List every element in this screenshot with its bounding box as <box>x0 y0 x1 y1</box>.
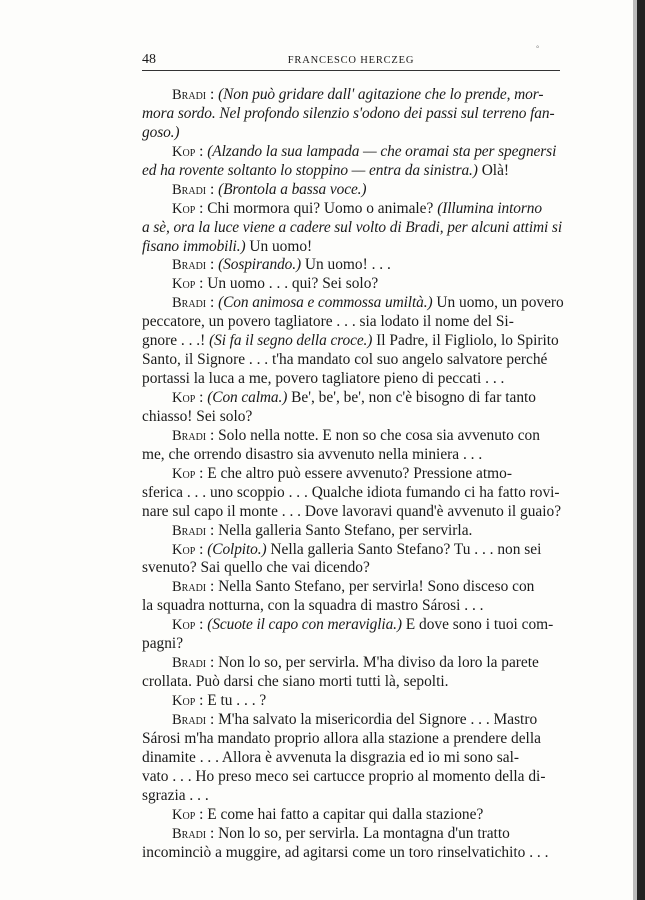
header-rule <box>142 70 560 71</box>
dialogue-text: la squadra notturna, con la squadra di mastro Sárosi . . . <box>142 597 484 615</box>
text-line <box>142 389 567 408</box>
speaker-name: Kop <box>172 541 196 558</box>
stage-direction: (Non può gridare dall' agitazione che lo prende, mor- <box>218 86 544 103</box>
speaker-name: Bradi <box>172 711 207 728</box>
text-line <box>142 578 567 597</box>
text-line <box>142 238 567 257</box>
dialogue-text: nare sul capo il monte . . . Dove lavoravi quand'è avvenuto il guaio? <box>142 502 562 520</box>
speaker-name: Kop <box>172 617 196 634</box>
stage-direction: fisano immobili.) <box>142 237 246 255</box>
speaker-name: Bradi <box>172 579 207 596</box>
text-line <box>142 654 567 673</box>
text-line <box>142 749 567 768</box>
speaker-name: Bradi <box>172 87 207 103</box>
text-line <box>142 256 567 275</box>
speaker-name: Kop <box>172 806 196 823</box>
dialogue-text: E dove sono i tuoi com- <box>401 616 554 634</box>
dialogue-text: Il Padre, il Figliolo, lo Spirito <box>372 332 559 350</box>
text-line <box>142 673 567 692</box>
dialogue-text: Be', be', be', non c'è bisogno di far tanto <box>287 389 536 406</box>
stage-direction: (Alzando la sua lampada — che oramai sta per spegnersi <box>207 142 557 160</box>
speaker-name: Kop <box>172 693 196 709</box>
speaker-name: Bradi <box>172 295 207 312</box>
dialogue-text: : Chi mormora qui? Uomo o animale? <box>195 199 438 217</box>
text-line <box>142 351 567 370</box>
dialogue-text: sgrazia . . . <box>142 786 209 804</box>
stage-direction: a sè, ora la luce viene a cadere sul volto di Bradi, per alcuni attimi si <box>142 218 563 236</box>
dialogue-text: Sárosi m'ha mandato proprio allora alla stazione a prendere della <box>142 729 541 747</box>
stage-direction: (Illumina intorno <box>437 199 542 217</box>
dialogue-text: : <box>195 142 208 160</box>
speaker-name: Bradi <box>172 522 207 539</box>
dialogue-text: : <box>195 389 208 406</box>
dialogue-text: portassi la luca a me, povero tagliatore pieno di peccati . . . <box>142 370 505 388</box>
text-line <box>142 787 567 806</box>
text-line <box>142 692 567 711</box>
dialogue-text: Nella galleria Santo Stefano? Tu . . . non sei <box>266 540 542 558</box>
page-number: 48 <box>142 52 156 67</box>
dialogue-text: svenuto? Sai quello che vai dicendo? <box>142 559 370 577</box>
speaker-name: Kop <box>172 200 196 217</box>
dialogue-text: Olà! <box>477 161 510 179</box>
dialogue-text: Un uomo, un povero <box>432 294 564 312</box>
stage-direction: (Con calma.) <box>207 389 288 406</box>
text-line <box>142 768 567 787</box>
text-line <box>142 370 567 389</box>
text-line <box>142 597 567 616</box>
page-header <box>142 52 560 70</box>
dialogue-text: : Non lo so, per servirla. M'ha diviso da loro la parete <box>206 654 539 672</box>
dialogue-text: crollata. Può darsi che siano morti tutti là, sepolti. <box>142 673 449 691</box>
text-line <box>142 484 567 503</box>
stage-direction: (Brontola a bassa voce.) <box>218 180 367 198</box>
text-line <box>142 825 567 844</box>
text-line <box>142 844 567 863</box>
dialogue-text: Un uomo! . . . <box>301 256 391 274</box>
dialogue-text: : <box>195 540 208 558</box>
text-line <box>142 503 567 522</box>
text-line <box>142 465 567 484</box>
speaker-name: Bradi <box>172 825 207 842</box>
text-line <box>142 200 567 219</box>
text-line <box>142 275 567 294</box>
dialogue-text: : Un uomo . . . qui? Sei solo? <box>195 275 379 293</box>
stage-direction: (Sospirando.) <box>218 256 302 274</box>
text-line <box>142 105 567 124</box>
dialogue-text: me, che orrendo disastro sia avvenuto nella miniera . . . <box>142 445 483 463</box>
text-line <box>142 559 567 578</box>
text-line <box>142 806 567 825</box>
dialogue-text: : M'ha salvato la misericordia del Signore . . . Mastro <box>206 710 538 728</box>
ornament-mark: ° <box>536 44 540 53</box>
dialogue-text: : Nella Santo Stefano, per servirla! Sono disceso con <box>206 578 535 596</box>
speaker-name: Kop <box>172 276 196 293</box>
text-line <box>142 162 567 181</box>
dialogue-text: : <box>206 294 219 312</box>
speaker-name: Kop <box>172 143 196 160</box>
dialogue-text: : <box>206 86 219 103</box>
speaker-name: Bradi <box>172 427 207 444</box>
stage-direction: (Con animosa e commossa umiltà.) <box>218 294 433 312</box>
speaker-name: Kop <box>172 465 196 482</box>
dialogue-text: : <box>206 256 219 274</box>
dialogue-text: gnore . . .! <box>142 332 210 350</box>
text-line <box>142 730 567 749</box>
text-line <box>142 124 567 143</box>
text-line <box>142 522 567 541</box>
speaker-name: Bradi <box>172 257 207 274</box>
speaker-name: Bradi <box>172 655 207 672</box>
running-head: FRANCESCO HERCZEG <box>287 55 415 66</box>
dialogue-text: sferica . . . uno scoppio . . . Qualche idiota fumando ci ha fatto rovi- <box>142 483 560 501</box>
stage-direction: goso.) <box>142 123 180 141</box>
dialogue-text: : E tu . . . ? <box>195 692 267 709</box>
text-line <box>142 313 567 332</box>
stage-direction: (Scuote il capo con meraviglia.) <box>207 616 402 634</box>
text-line <box>142 541 567 560</box>
stage-direction: ed ha rovente soltanto lo stoppino — entra da sinistra.) <box>142 161 478 179</box>
text-line <box>142 181 567 200</box>
text-line <box>142 332 567 351</box>
page-edge <box>637 0 645 900</box>
dialogue-text: dinamite . . . Allora è avvenuta la disgrazia ed io mi sono sal- <box>142 748 519 766</box>
stage-direction: (Si fa il segno della croce.) <box>209 332 373 350</box>
speaker-name: Bradi <box>172 181 207 198</box>
dialogue-text: : Non lo so, per servirla. La montagna d'un tratto <box>206 824 510 842</box>
dialogue-text: : <box>195 616 208 634</box>
dialogue-text: peccatore, un povero tagliatore . . . sia lodato il nome del Si- <box>142 313 514 331</box>
dialogue-text: : Solo nella notte. E non so che cosa sia avvenuto con <box>206 426 540 444</box>
text-line <box>142 711 567 730</box>
stage-direction: (Colpito.) <box>207 540 267 558</box>
text-line <box>142 408 567 427</box>
dialogue-text: Santo, il Signore . . . t'ha mandato col suo angelo salvatore perché <box>142 351 548 369</box>
text-line <box>142 616 567 635</box>
dialogue-text: vato . . . Ho preso meco sei cartucce proprio al momento della di- <box>142 767 546 785</box>
stage-direction: mora sordo. Nel profondo silenzio s'odono dei passi sul terreno fan- <box>142 104 555 122</box>
dialogue-text: : E come hai fatto a capitar qui dalla stazione? <box>195 805 484 823</box>
dialogue-text: Un uomo! <box>245 237 313 255</box>
text-line <box>142 427 567 446</box>
body-text <box>142 86 567 862</box>
dialogue-text: : <box>206 180 219 198</box>
dialogue-text: : Nella galleria Santo Stefano, per servirla. <box>206 521 473 539</box>
text-line <box>142 86 567 105</box>
dialogue-text: pagni? <box>142 635 184 653</box>
text-line <box>142 294 567 313</box>
dialogue-text: : E che altro può essere avvenuto? Pressione atmo- <box>195 464 512 482</box>
dialogue-text: incominciò a muggire, ad agitarsi come un toro rinselvatichito . . . <box>142 843 549 861</box>
speaker-name: Kop <box>172 390 196 406</box>
text-line <box>142 635 567 654</box>
text-line <box>142 143 567 162</box>
text-line <box>142 219 567 238</box>
dialogue-text: chiasso! Sei solo? <box>142 407 253 425</box>
text-line <box>142 446 567 465</box>
